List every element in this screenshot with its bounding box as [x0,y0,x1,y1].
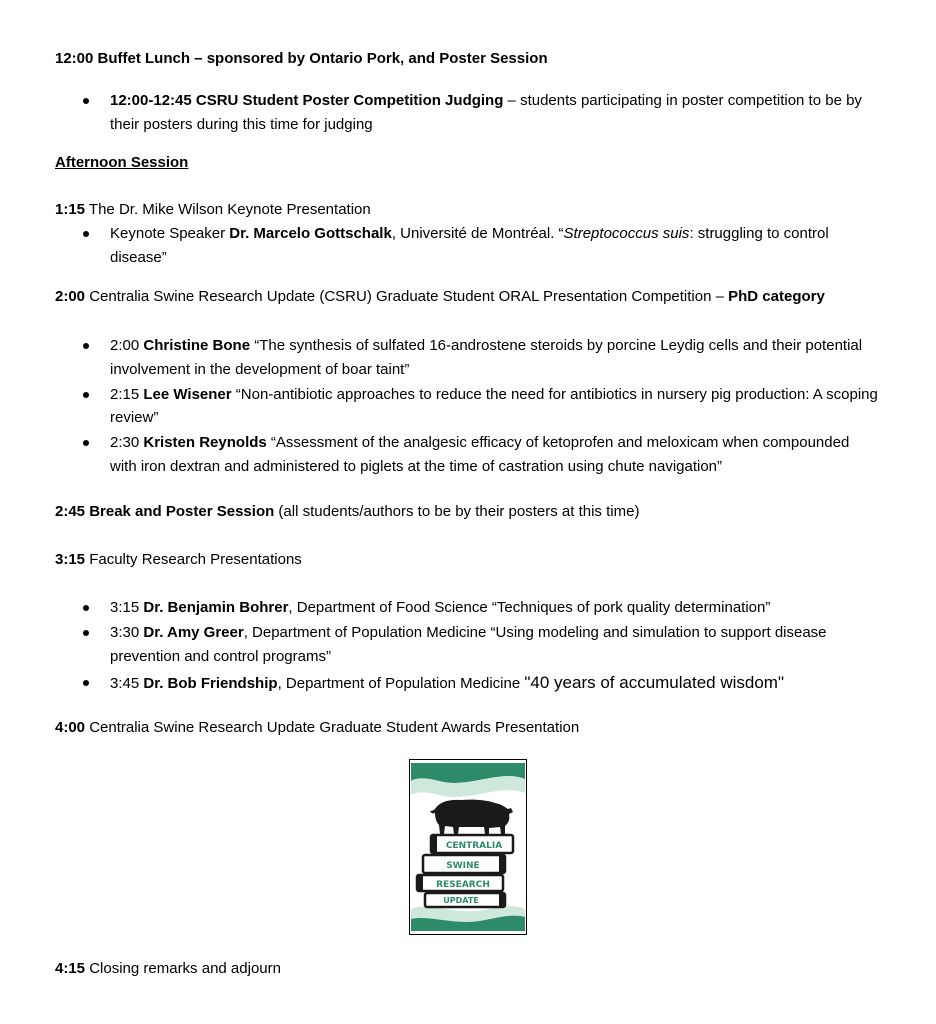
talk-speaker: Dr. Bob Friendship [143,675,278,692]
list-item [0,222,880,269]
list-item [0,334,880,381]
phd-time: 2:00 [55,288,86,305]
keynote-affiliation: , Université de Montréal. “ [391,225,564,242]
talk-title: , Department of Food Science “Techniques of pork quality determination” [288,599,771,616]
awards-title: Centralia Swine Research Update Graduate Student Awards Presentation [85,719,580,736]
talk-title: , Department of Population Medicine [277,675,525,692]
phd-category: PhD category [728,288,825,305]
afternoon-heading [55,151,188,174]
closing-time: 4:15 [55,960,86,977]
lunch-list [0,89,936,136]
closing-title: Closing remarks and adjourn [85,960,281,977]
logo-text-research: RESEARCH [436,880,490,890]
judging-text: – students participating in poster competition to be by their posters during this time for judging [110,92,862,133]
talk-title: “Non-antibiotic approaches to reduce the need for antibiotics in nursery pig production: A scoping review” [110,385,878,426]
bullet-icon [83,630,89,636]
lunch-heading-text: 12:00 Buffet Lunch – sponsored by Ontario Pork, and Poster Session [55,50,548,67]
csru-logo [409,759,527,935]
bullet-icon [83,680,89,686]
talk-time: 3:30 [110,624,144,641]
talk-speaker: Christine Bone [143,337,251,354]
list-item [0,671,880,696]
keynote-time: 1:15 [55,201,86,218]
phd-title: Centralia Swine Research Update (CSRU) Graduate Student ORAL Presentation Competition – [85,288,729,305]
keynote-title: The Dr. Mike Wilson Keynote Presentation [85,201,371,218]
awards-time: 4:00 [55,719,86,736]
list-item [0,431,880,478]
bullet-icon [83,605,89,611]
keynote-heading [55,198,371,221]
judging-label: 12:00-12:45 CSRU Student Poster Competition Judging [110,92,504,109]
break-heading [55,500,639,523]
bullet-icon [83,440,89,446]
afternoon-heading-text: Afternoon Session [55,154,189,171]
talk-title: “Assessment of the analgesic efficacy of ketoprofen and meloxicam when compounded with iron dextran and administered to piglets at the time of castration using chute navigation” [110,434,850,475]
bullet-icon [83,231,89,237]
talk-time: 3:15 [110,599,144,616]
keynote-pre: Keynote Speaker [110,225,230,242]
keynote-list [0,222,936,269]
talk-time: 2:15 [110,385,144,403]
talk-title: , Department of Population Medicine “Using modeling and simulation to support disease prevention and control programs” [110,624,827,665]
phd-talk-list [0,334,936,478]
lunch-heading [55,47,548,70]
talk-speaker: Kristen Reynolds [143,434,267,451]
break-title: 2:45 Break and Poster Session [55,503,275,520]
keynote-italic: Streptococcus suis [563,225,690,242]
faculty-heading [55,548,302,571]
talk-title: “The synthesis of sulfated 16-androstene steroids by porcine Leydig cells and their potential involvement in the development of boar taint” [110,337,863,378]
awards-heading [55,716,579,739]
talk-time: 2:30 [110,434,144,451]
closing-heading [55,957,281,980]
talk-quote: "40 years of accumulated wisdom" [524,673,785,692]
talk-speaker: Lee Wisener [143,385,232,403]
faculty-title: Faculty Research Presentations [85,551,302,568]
talk-time: 3:45 [110,675,144,692]
bullet-icon [83,392,89,398]
keynote-speaker: Dr. Marcelo Gottschalk [229,225,392,242]
bullet-icon [83,343,89,349]
list-item [0,89,880,136]
list-item [0,596,880,620]
bullet-icon [83,98,89,104]
list-item [0,383,880,430]
list-item [0,621,880,668]
keynote-post: : struggling to control disease” [110,225,829,266]
logo-text-swine: SWINE [446,861,480,871]
faculty-talk-list [0,596,936,696]
talk-time: 2:00 [110,337,144,354]
talk-speaker: Dr. Benjamin Bohrer [143,599,289,616]
talk-speaker: Dr. Amy Greer [143,624,244,641]
logo-text-update: UPDATE [443,896,479,905]
logo-text-centralia: CENTRALIA [445,841,503,851]
faculty-time: 3:15 [55,551,86,568]
phd-heading [55,285,825,308]
break-text: (all students/authors to be by their posters at this time) [274,503,640,520]
